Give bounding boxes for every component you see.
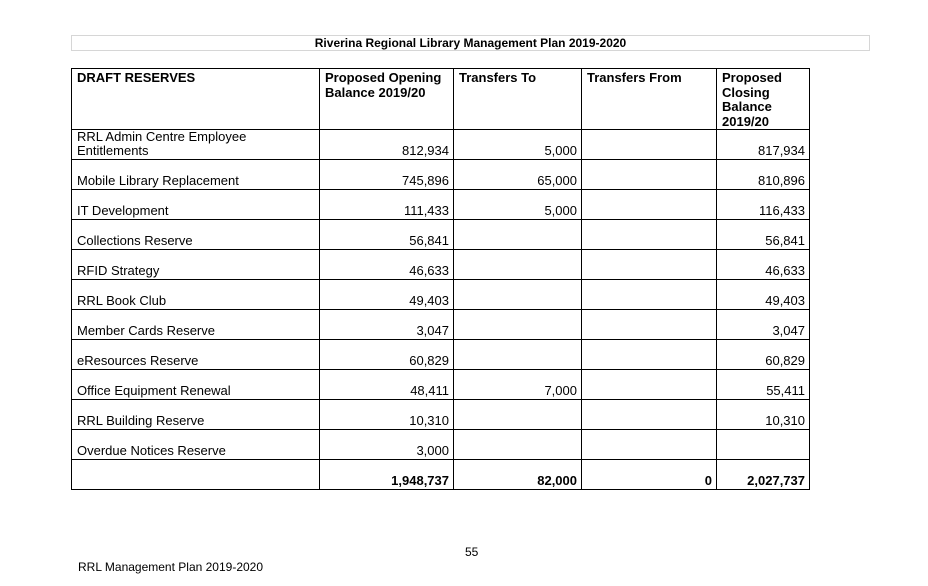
reserve-name: RRL Building Reserve [72, 400, 320, 430]
opening-balance: 56,841 [320, 220, 454, 250]
transfers-to [454, 250, 582, 280]
closing-balance: 817,934 [717, 130, 810, 160]
reserve-name: Member Cards Reserve [72, 310, 320, 340]
total-opening-balance: 1,948,737 [320, 460, 454, 490]
document-footer: RRL Management Plan 2019-2020 [78, 560, 264, 574]
transfers-from [582, 430, 717, 460]
reserve-name: RFID Strategy [72, 250, 320, 280]
closing-balance: 46,633 [717, 250, 810, 280]
opening-balance: 48,411 [320, 370, 454, 400]
opening-balance: 745,896 [320, 160, 454, 190]
transfers-from [582, 130, 717, 160]
transfers-from [582, 250, 717, 280]
table-header-row [72, 69, 810, 130]
reserve-name: Mobile Library Replacement [72, 160, 320, 190]
closing-balance: 49,403 [717, 280, 810, 310]
transfers-from [582, 190, 717, 220]
closing-balance: 810,896 [717, 160, 810, 190]
total-closing-balance: 2,027,737 [717, 460, 810, 490]
transfers-from [582, 280, 717, 310]
reserve-name: Overdue Notices Reserve [72, 430, 320, 460]
opening-balance: 3,047 [320, 310, 454, 340]
reserve-name: eResources Reserve [72, 340, 320, 370]
opening-balance: 111,433 [320, 190, 454, 220]
transfers-to: 5,000 [454, 190, 582, 220]
transfers-from [582, 400, 717, 430]
transfers-to [454, 310, 582, 340]
reserve-name: RRL Book Club [72, 280, 320, 310]
header-transfers-to: Transfers To [454, 69, 582, 130]
document-title: Riverina Regional Library Management Plan 2019-2020 [71, 35, 870, 51]
closing-balance: 55,411 [717, 370, 810, 400]
opening-balance: 812,934 [320, 130, 454, 160]
table-row [72, 400, 810, 430]
table-row [72, 370, 810, 400]
table-row [72, 250, 810, 280]
transfers-from [582, 370, 717, 400]
reserves-table [71, 68, 810, 490]
reserve-name: IT Development [72, 190, 320, 220]
transfers-to [454, 340, 582, 370]
header-closing-balance: Proposed Closing Balance 2019/20 [717, 69, 810, 130]
opening-balance: 3,000 [320, 430, 454, 460]
opening-balance: 49,403 [320, 280, 454, 310]
header-transfers-from: Transfers From [582, 69, 717, 130]
table-row [72, 220, 810, 250]
transfers-from [582, 160, 717, 190]
opening-balance: 46,633 [320, 250, 454, 280]
table-row [72, 130, 810, 160]
transfers-from [582, 310, 717, 340]
total-transfers-to: 82,000 [454, 460, 582, 490]
closing-balance [717, 430, 810, 460]
total-transfers-from: 0 [582, 460, 717, 490]
transfers-to [454, 400, 582, 430]
table-row [72, 430, 810, 460]
closing-balance: 10,310 [717, 400, 810, 430]
table-row [72, 340, 810, 370]
transfers-to [454, 220, 582, 250]
reserve-name: Office Equipment Renewal [72, 370, 320, 400]
table-row [72, 160, 810, 190]
totals-label [72, 460, 320, 490]
reserve-name: Collections Reserve [72, 220, 320, 250]
transfers-from [582, 340, 717, 370]
transfers-to: 65,000 [454, 160, 582, 190]
header-draft-reserves: DRAFT RESERVES [72, 69, 320, 130]
totals-row [72, 460, 810, 490]
closing-balance: 3,047 [717, 310, 810, 340]
transfers-to: 5,000 [454, 130, 582, 160]
transfers-to [454, 430, 582, 460]
transfers-to [454, 280, 582, 310]
reserve-name: RRL Admin Centre Employee Entitlements [72, 130, 320, 160]
header-opening-balance: Proposed Opening Balance 2019/20 [320, 69, 454, 130]
transfers-to: 7,000 [454, 370, 582, 400]
table-row [72, 190, 810, 220]
opening-balance: 10,310 [320, 400, 454, 430]
table-row [72, 310, 810, 340]
transfers-from [582, 220, 717, 250]
closing-balance: 60,829 [717, 340, 810, 370]
closing-balance: 56,841 [717, 220, 810, 250]
closing-balance: 116,433 [717, 190, 810, 220]
opening-balance: 60,829 [320, 340, 454, 370]
page-number: 55 [465, 545, 479, 559]
table-row [72, 280, 810, 310]
